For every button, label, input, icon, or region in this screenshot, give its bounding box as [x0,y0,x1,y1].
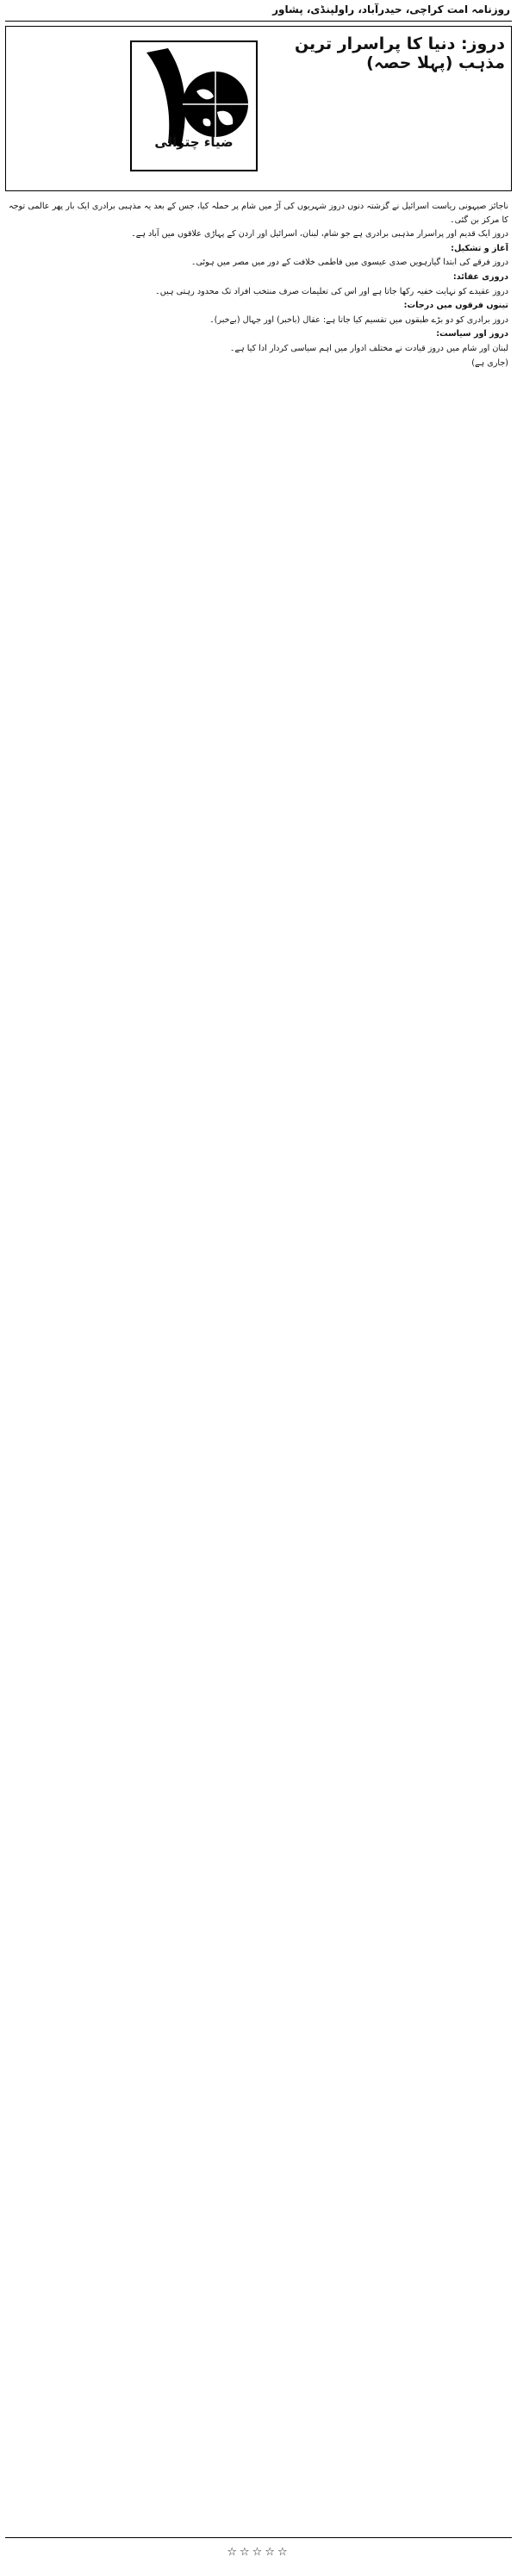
article-headline: دروز: دنیا کا پراسرار ترین مذہب (پہلا حصہ) [294,34,505,72]
section-heading-politics: دروز اور سیاست: [436,329,508,339]
article-paragraph-5: دروز برادری کو دو بڑے طبقوں میں تقسیم کیا جاتا ہے: عقال (باخبر) اور جہال (بےخبر)۔ [209,314,508,325]
article-paragraph-2: دروز ایک قدیم اور پراسرار مذہبی برادری ہے جو شام، لبنان، اسرائیل اور اردن کے پہاڑی علاقوں میں آباد ہے۔ [131,229,508,240]
section-heading-origin: آغاز و تشکیل: [451,243,508,253]
newspaper-masthead: روزنامہ امت کراچی، حیدرآباد، راولپنڈی، پشاور [272,3,510,16]
footer-rule [5,2537,512,2538]
article-end-stars: ☆☆☆☆☆ [227,2546,290,2559]
column-logo-icon [129,40,258,182]
article-paragraph-3: دروز فرقے کی ابتدا گیارہویں صدی عیسوی میں فاطمی خلافت کے دور میں مصر میں ہوئی۔ [190,258,508,268]
author-byline: ضیاء چترالی [154,134,234,150]
article-paragraph-1: ناجائز صیہونی ریاست اسرائیل نے گزشتہ دنوں دروز شہریوں کی آڑ میں شام پر حملہ کیا، جس کے بعد یہ مذہبی برادری ایک بار پھر عالمی توجہ کا مرکز بن گئی۔ [9,202,508,225]
article-body [9,200,508,2526]
article-paragraph-4: دروز عقیدے کو نہایت خفیہ رکھا جاتا ہے اور اس کی تعلیمات صرف منتخب افراد تک محدود رہتی ہیں۔ [155,286,508,296]
section-heading-ranks: تینوں فرقوں میں درجات: [403,301,508,311]
section-heading-beliefs: دروزی عقائد: [452,271,508,282]
masthead-rule [5,21,512,22]
article-paragraph-6: لبنان اور شام میں دروز قیادت نے مختلف ادوار میں اہم سیاسی کردار ادا کیا ہے۔ [229,343,508,353]
continued-note: (جاری ہے) [471,358,508,368]
